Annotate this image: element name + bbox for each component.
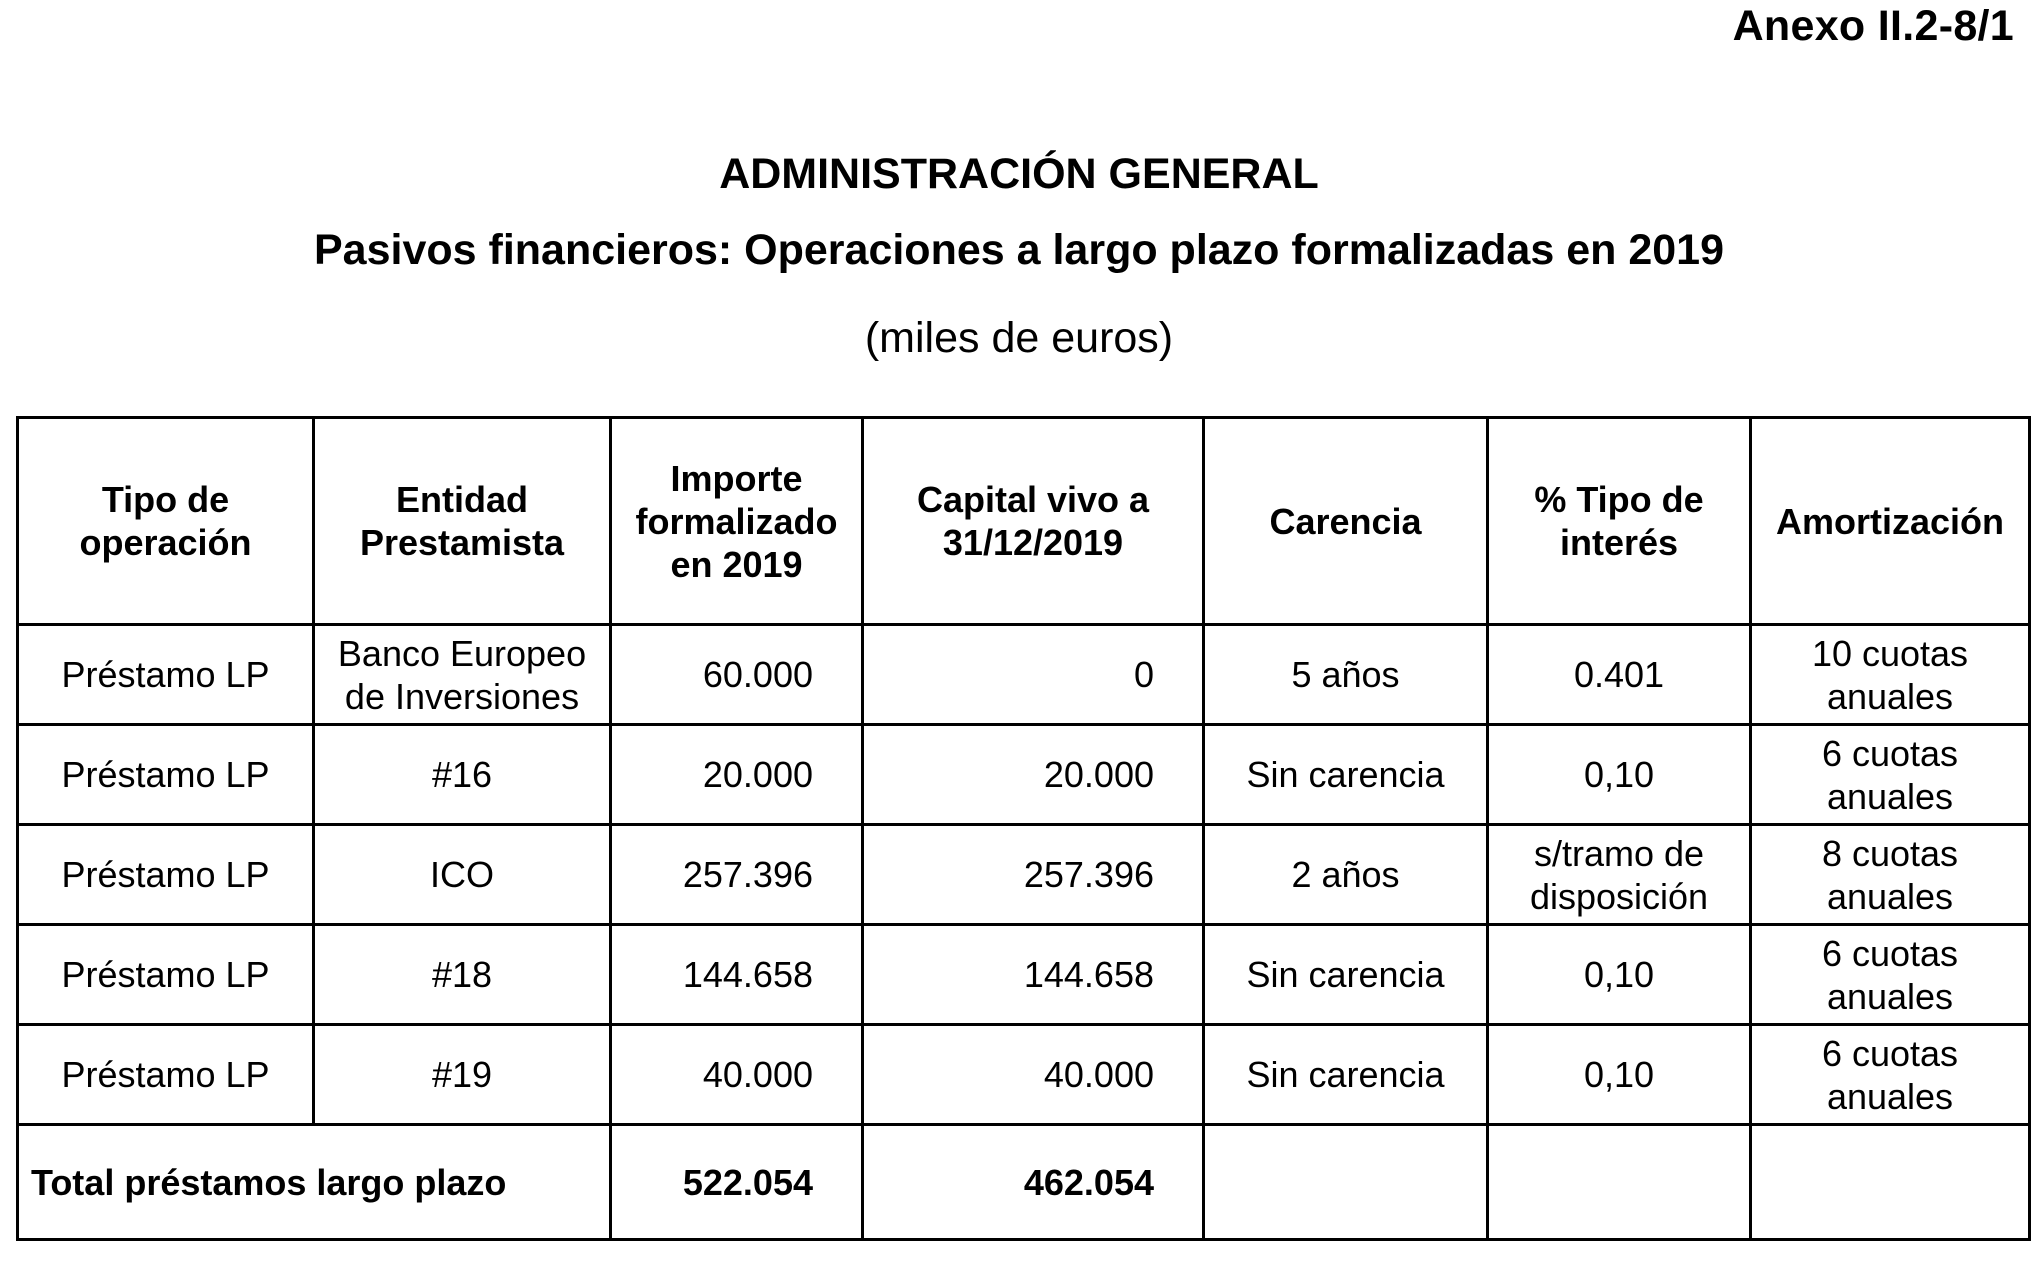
cell-capital: 257.396 [863,825,1204,925]
page-subtitle: Pasivos financieros: Operaciones a largo plazo formalizadas en 2019 [314,226,1724,274]
cell-tipo: Préstamo LP [18,925,314,1025]
cell-carencia: 5 años [1204,625,1488,725]
cell-interes: 0,10 [1488,1025,1751,1125]
cell-capital: 0 [863,625,1204,725]
header-tipo: Tipo de operación [18,418,314,625]
cell-carencia: Sin carencia [1204,725,1488,825]
header-row [18,418,2030,625]
cell-entidad: ICO [314,825,611,925]
cell-importe: 20.000 [611,725,863,825]
header-capital: Capital vivo a 31/12/2019 [863,418,1204,625]
cell-importe: 257.396 [611,825,863,925]
total-row [18,1125,2030,1240]
cell-amortizacion: 10 cuotas anuales [1751,625,2030,725]
cell-interes: 0.401 [1488,625,1751,725]
cell-entidad: #18 [314,925,611,1025]
total-capital: 462.054 [863,1125,1204,1240]
table-row [18,625,2030,725]
table-row [18,725,2030,825]
cell-tipo: Préstamo LP [18,1025,314,1125]
table-row [18,825,2030,925]
header-carencia: Carencia [1204,418,1488,625]
cell-interes: s/tramo de disposición [1488,825,1751,925]
cell-interes: 0,10 [1488,925,1751,1025]
header-interes: % Tipo de interés [1488,418,1751,625]
cell-tipo: Préstamo LP [18,825,314,925]
cell-carencia: Sin carencia [1204,1025,1488,1125]
header-entidad: Entidad Prestamista [314,418,611,625]
cell-amortizacion: 8 cuotas anuales [1751,825,2030,925]
header-amortizacion: Amortización [1751,418,2030,625]
cell-importe: 60.000 [611,625,863,725]
cell-capital: 144.658 [863,925,1204,1025]
cell-tipo: Préstamo LP [18,725,314,825]
table-row [18,1025,2030,1125]
cell-carencia: Sin carencia [1204,925,1488,1025]
total-empty-carencia [1204,1125,1488,1240]
cell-amortizacion: 6 cuotas anuales [1751,925,2030,1025]
cell-interes: 0,10 [1488,725,1751,825]
total-empty-amortizacion [1751,1125,2030,1240]
cell-entidad: #19 [314,1025,611,1125]
units-note: (miles de euros) [864,314,1174,362]
header-importe: Importe formalizado en 2019 [611,418,863,625]
total-empty-interes [1488,1125,1751,1240]
cell-entidad: Banco Europeo de Inversiones [314,625,611,725]
financial-liabilities-table [16,416,2031,1241]
cell-importe: 40.000 [611,1025,863,1125]
table-row [18,925,2030,1025]
cell-amortizacion: 6 cuotas anuales [1751,1025,2030,1125]
cell-importe: 144.658 [611,925,863,1025]
cell-amortizacion: 6 cuotas anuales [1751,725,2030,825]
cell-tipo: Préstamo LP [18,625,314,725]
cell-capital: 40.000 [863,1025,1204,1125]
total-label: Total préstamos largo plazo [18,1125,611,1240]
cell-carencia: 2 años [1204,825,1488,925]
page-title: ADMINISTRACIÓN GENERAL [719,150,1319,198]
total-importe: 522.054 [611,1125,863,1240]
annex-reference: Anexo II.2-8/1 [1732,2,2014,50]
cell-entidad: #16 [314,725,611,825]
cell-capital: 20.000 [863,725,1204,825]
